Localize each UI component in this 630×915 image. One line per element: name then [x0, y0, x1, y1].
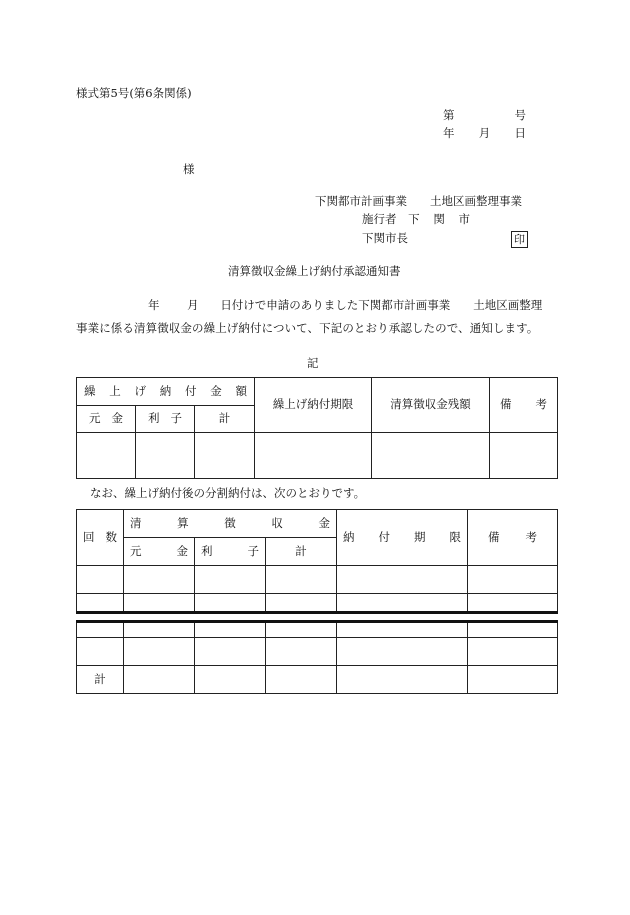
date-month: 月	[478, 126, 491, 140]
implementer-label: 施行者	[362, 212, 397, 226]
table-break-line-top	[76, 611, 558, 614]
seal-mark: 印	[511, 231, 528, 248]
body-line-2: 事業に係る清算徴収金の繰上げ納付について、下記のとおり承認したので、通知します。	[76, 321, 539, 335]
implementer-name-2: 関	[433, 212, 445, 226]
cell-principal[interactable]	[77, 433, 136, 479]
sub-interest-2: 利 子	[195, 538, 266, 566]
installment-note: なお、繰上げ納付後の分割納付は、次のとおりです。	[90, 486, 366, 500]
sub-interest: 利 子	[136, 406, 195, 433]
document-date	[443, 128, 526, 140]
table-row	[77, 594, 558, 612]
sub-principal-2: 元 金	[124, 538, 195, 566]
header-settlement-balance: 清算徴収金残額	[372, 378, 490, 433]
cell-remarks[interactable]	[490, 433, 558, 479]
prepayment-table	[76, 377, 558, 479]
installment-table	[76, 509, 558, 694]
header-payment-deadline: 納 付 期 限	[337, 510, 468, 566]
form-number-label: 様式第5号(第6条関係)	[76, 86, 192, 100]
ki-label: 記	[307, 356, 319, 370]
document-number	[443, 110, 526, 122]
issuer-project: 下関都市計画事業 土地区画整理事業	[315, 194, 522, 208]
sub-total: 計	[195, 406, 255, 433]
cell-balance[interactable]	[372, 433, 490, 479]
cell-total[interactable]	[195, 433, 255, 479]
addressee-suffix: 様	[183, 162, 195, 176]
table-row	[77, 566, 558, 594]
body-month: 月	[187, 298, 199, 312]
table-row	[77, 623, 558, 638]
total-row-label: 計	[77, 666, 124, 694]
cell-interest[interactable]	[136, 433, 195, 479]
implementer-name-3: 市	[458, 212, 470, 226]
number-suffix: 号	[514, 108, 526, 122]
header-remarks-2: 備 考	[468, 510, 558, 566]
implementer-name-1: 下	[408, 212, 420, 226]
header-remarks: 備 考	[490, 378, 558, 433]
header-settlement-amount: 清 算 徴 収 金	[124, 510, 337, 538]
sub-total-2: 計	[266, 538, 337, 566]
document-title: 清算徴収金繰上げ納付承認通知書	[228, 264, 401, 278]
issuer-mayor: 下関市長	[362, 231, 408, 245]
date-day: 日	[514, 126, 526, 140]
issuer-implementer	[362, 214, 470, 226]
table-row	[77, 433, 558, 479]
table-row	[77, 638, 558, 666]
body-line-1	[148, 300, 542, 312]
header-prepayment-amount: 繰 上 げ 納 付 金 額	[77, 378, 255, 406]
number-prefix: 第	[443, 108, 455, 122]
sub-principal: 元 金	[77, 406, 136, 433]
body-year: 年	[148, 298, 160, 312]
cell-deadline[interactable]	[255, 433, 372, 479]
header-installment-count: 回 数	[77, 510, 124, 566]
date-year: 年	[443, 126, 455, 140]
header-prepayment-deadline: 繰上げ納付期限	[255, 378, 372, 433]
body-line-1-rest: 日付けで申請のありました下関都市計画事業 土地区画整理	[220, 298, 543, 312]
table-break-line-bottom	[76, 620, 558, 623]
total-row	[77, 666, 558, 694]
